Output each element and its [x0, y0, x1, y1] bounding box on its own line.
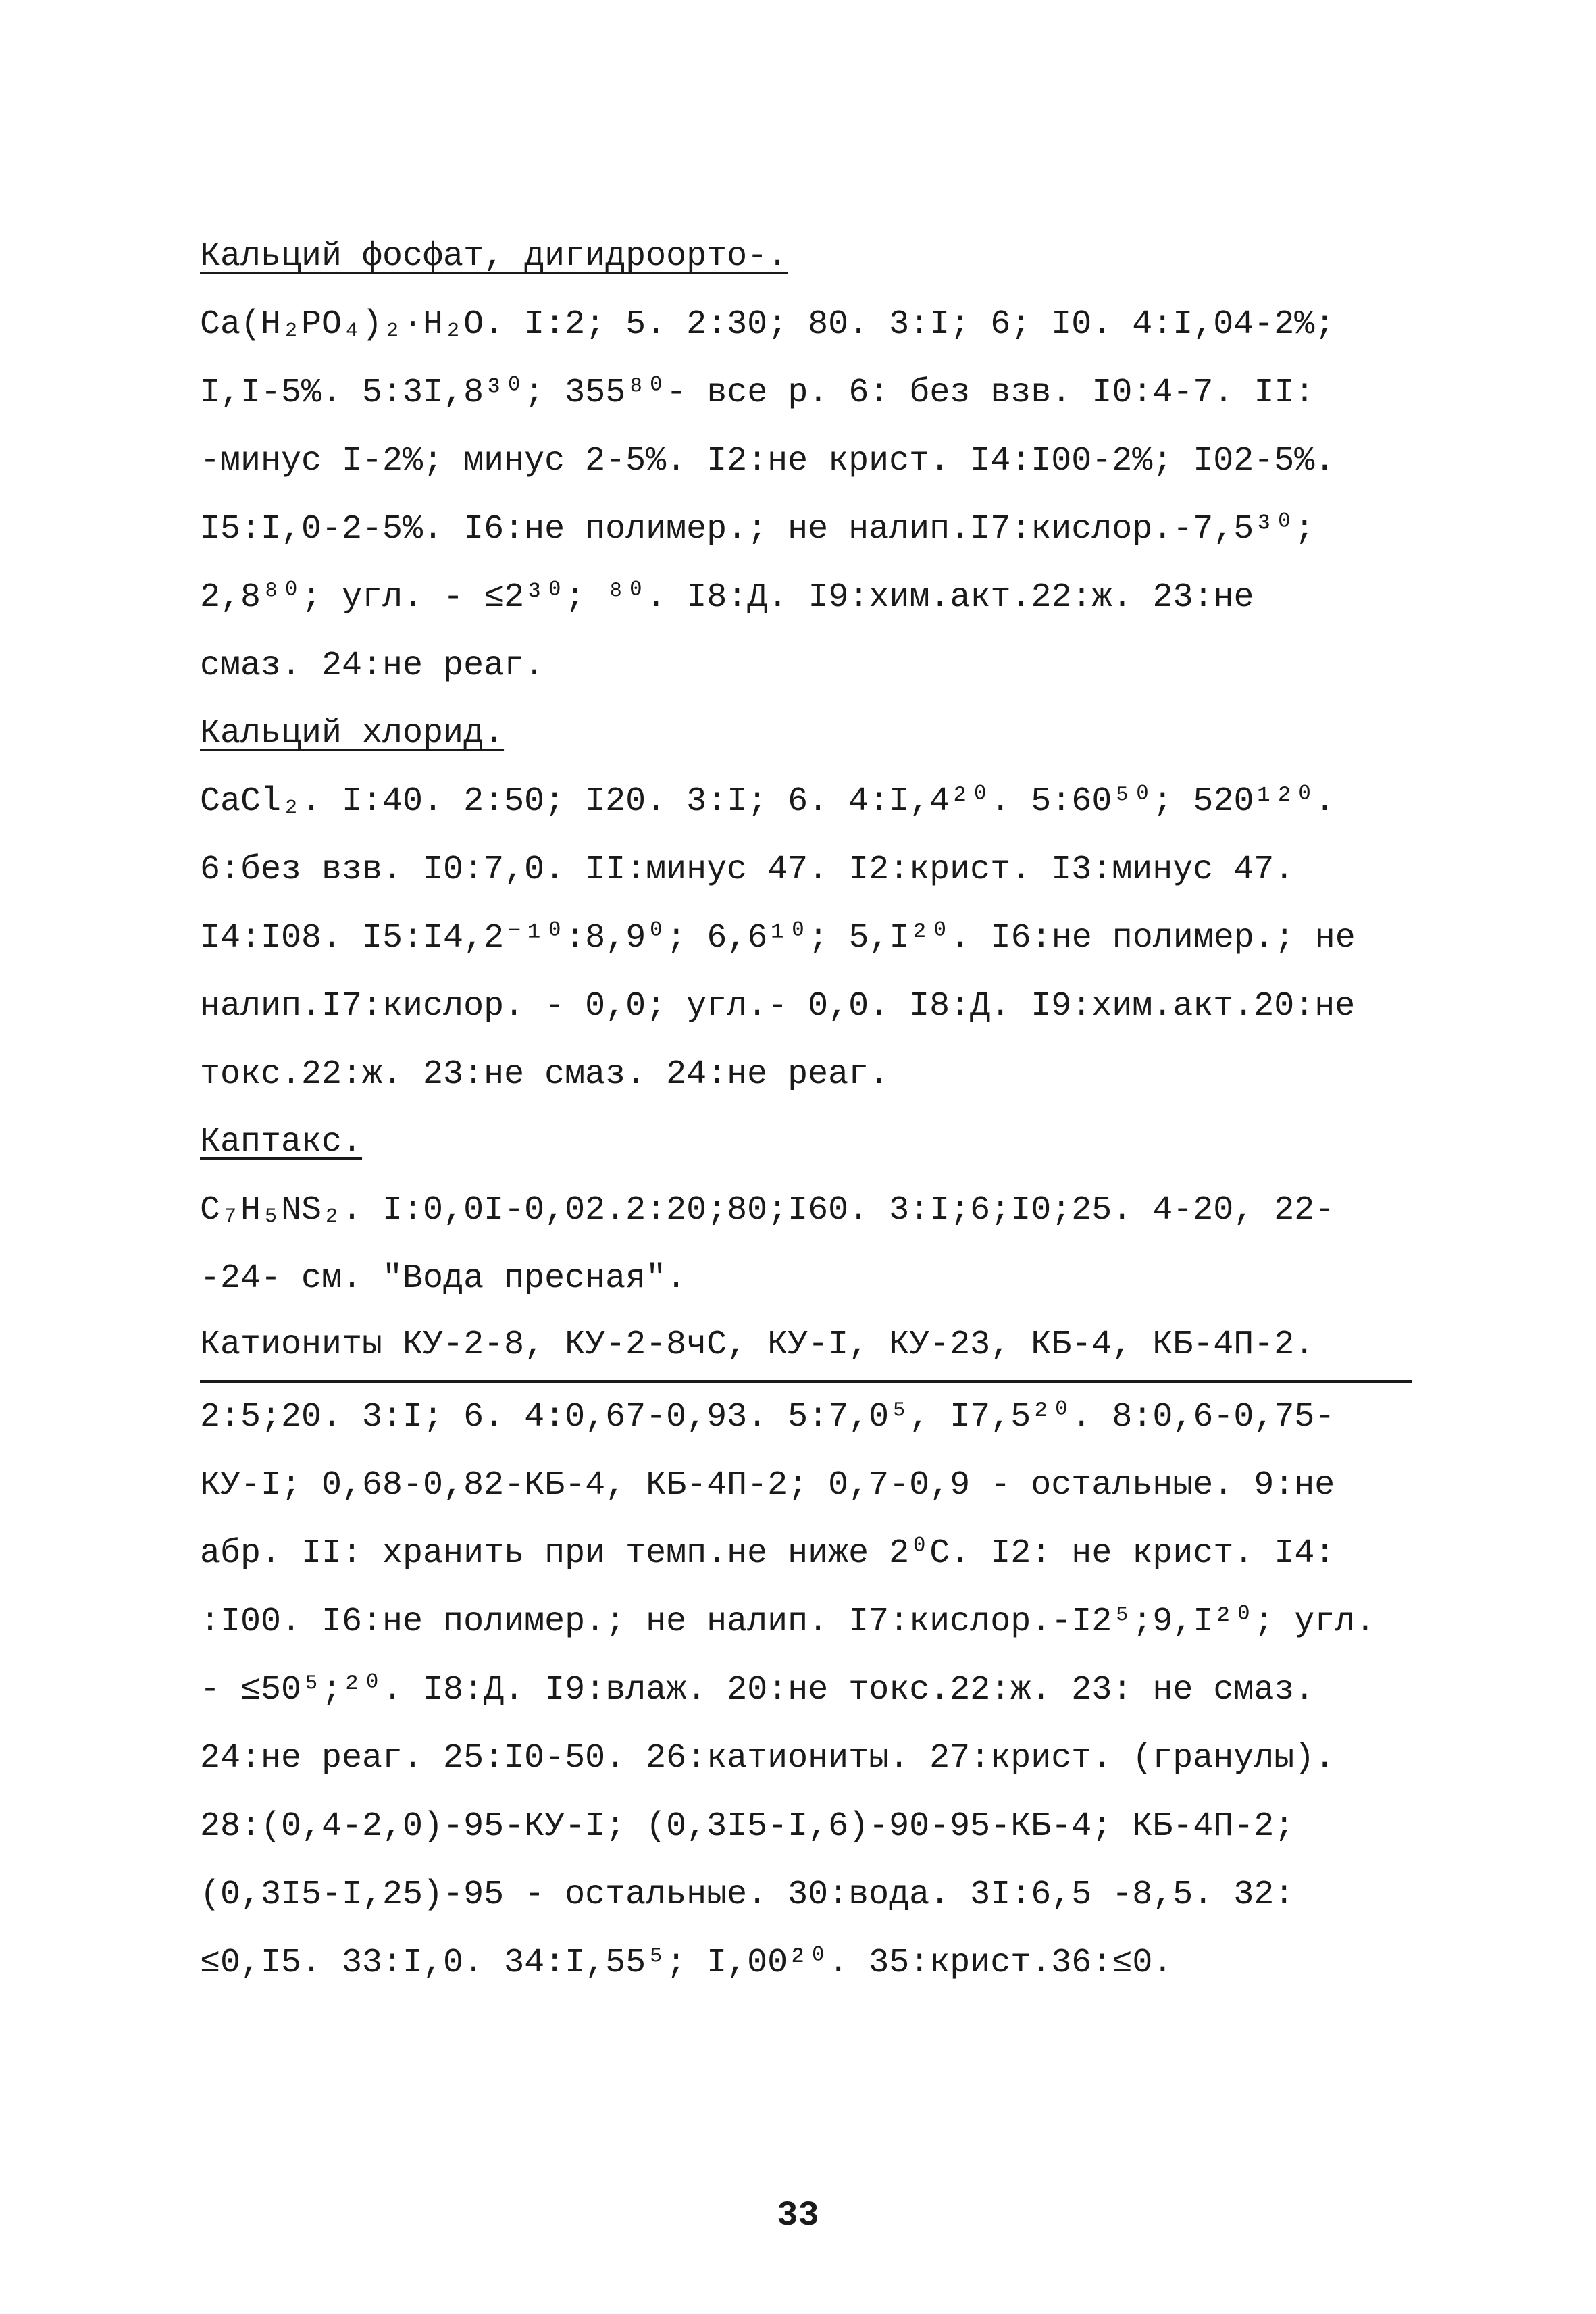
entry-heading-captax [200, 1109, 1422, 1176]
text-line: I4:I08. I5:I4,2⁻¹⁰:8,9⁰; 6,6¹⁰; 5,I²⁰. I6:не полимер.; не [200, 919, 1356, 957]
text-line: абр. II: хранить при темп.не ниже 2⁰С. I2: не крист. I4: [200, 1534, 1335, 1573]
text-line: C₇H₅NS₂. I:0,0I-0,02.2:20;80;I60. 3:I;6;I0;25. 4-20, 22- [200, 1191, 1335, 1230]
entry-heading-text: Кальций хлорид. [200, 714, 505, 753]
text-line: 2:5;20. 3:I; 6. 4:0,67-0,93. 5:7,0⁵, I7,5²⁰. 8:0,6-0,75- [200, 1398, 1335, 1436]
text-line: 2,8⁸⁰; угл. - ≤2³⁰; ⁸⁰. I8:Д. I9:хим.акт.22:ж. 23:не [200, 578, 1254, 617]
text-line: :I00. I6:не полимер.; не налип. I7:кислор.-I2⁵;9,I²⁰; угл. [200, 1603, 1376, 1641]
entry-heading-text: Каптакс. [200, 1123, 363, 1161]
text-line: 28:(0,4-2,0)-95-КУ-I; (0,3I5-I,6)-90-95-КБ-4; КБ-4П-2; [200, 1807, 1295, 1846]
entry-heading-cationites [200, 1313, 1412, 1383]
text-line: КУ-I; 0,68-0,82-КБ-4, КБ-4П-2; 0,7-0,9 - остальные. 9:не [200, 1466, 1335, 1505]
entry-heading-calcium-chloride [200, 700, 1422, 768]
text-line: -24- см. "Вода пресная". [200, 1259, 687, 1298]
text-line: смаз. 24:не реаг. [200, 647, 545, 685]
text-line: токс.22:ж. 23:не смаз. 24:не реаг. [200, 1055, 890, 1094]
text-line: I,I-5%. 5:3I,8³⁰; 355⁸⁰- все р. 6: без взв. I0:4-7. II: [200, 374, 1315, 412]
text-line: I5:I,0-2-5%. I6:не полимер.; не налип.I7:кислор.-7,5³⁰; [200, 510, 1315, 549]
text-line: CaCl₂. I:40. 2:50; I20. 3:I; 6. 4:I,4²⁰. 5:60⁵⁰; 520¹²⁰. [200, 782, 1335, 821]
text-line: 24:не реаг. 25:I0-50. 26:катиониты. 27:крист. (гранулы). [200, 1739, 1335, 1778]
text-line: ≤0,I5. 33:I,0. 34:I,55⁵; I,00²⁰. 35:крист.36:≤0. [200, 1944, 1173, 1982]
text-line: -минус I-2%; минус 2-5%. I2:не крист. I4:I00-2%; I02-5%. [200, 442, 1335, 480]
entry-heading-calcium-phosphate [200, 223, 1422, 291]
text-line: - ≤50⁵;²⁰. I8:Д. I9:влаж. 20:не токс.22:ж. 23: не смаз. [200, 1671, 1315, 1709]
entry-heading-text: Кальций фосфат, дигидроорто-. [200, 237, 788, 276]
text-line: (0,3I5-I,25)-95 - остальные. 30:вода. 3I:6,5 -8,5. 32: [200, 1876, 1295, 1914]
text-line: Ca(H₂PO₄)₂·H₂O. I:2; 5. 2:30; 80. 3:I; 6; I0. 4:I,04-2%; [200, 305, 1335, 344]
page-number: 33 [777, 2196, 819, 2236]
text-line: 6:без взв. I0:7,0. II:минус 47. I2:крист. I3:минус 47. [200, 851, 1295, 889]
text-line: налип.I7:кислор. - 0,0; угл.- 0,0. I8:Д. I9:хим.акт.20:не [200, 987, 1356, 1026]
entry-heading-text: Катиониты КУ-2-8, КУ-2-8чС, КУ-I, КУ-23, КБ-4, КБ-4П-2. [200, 1326, 1315, 1364]
text-block [200, 223, 1422, 1997]
